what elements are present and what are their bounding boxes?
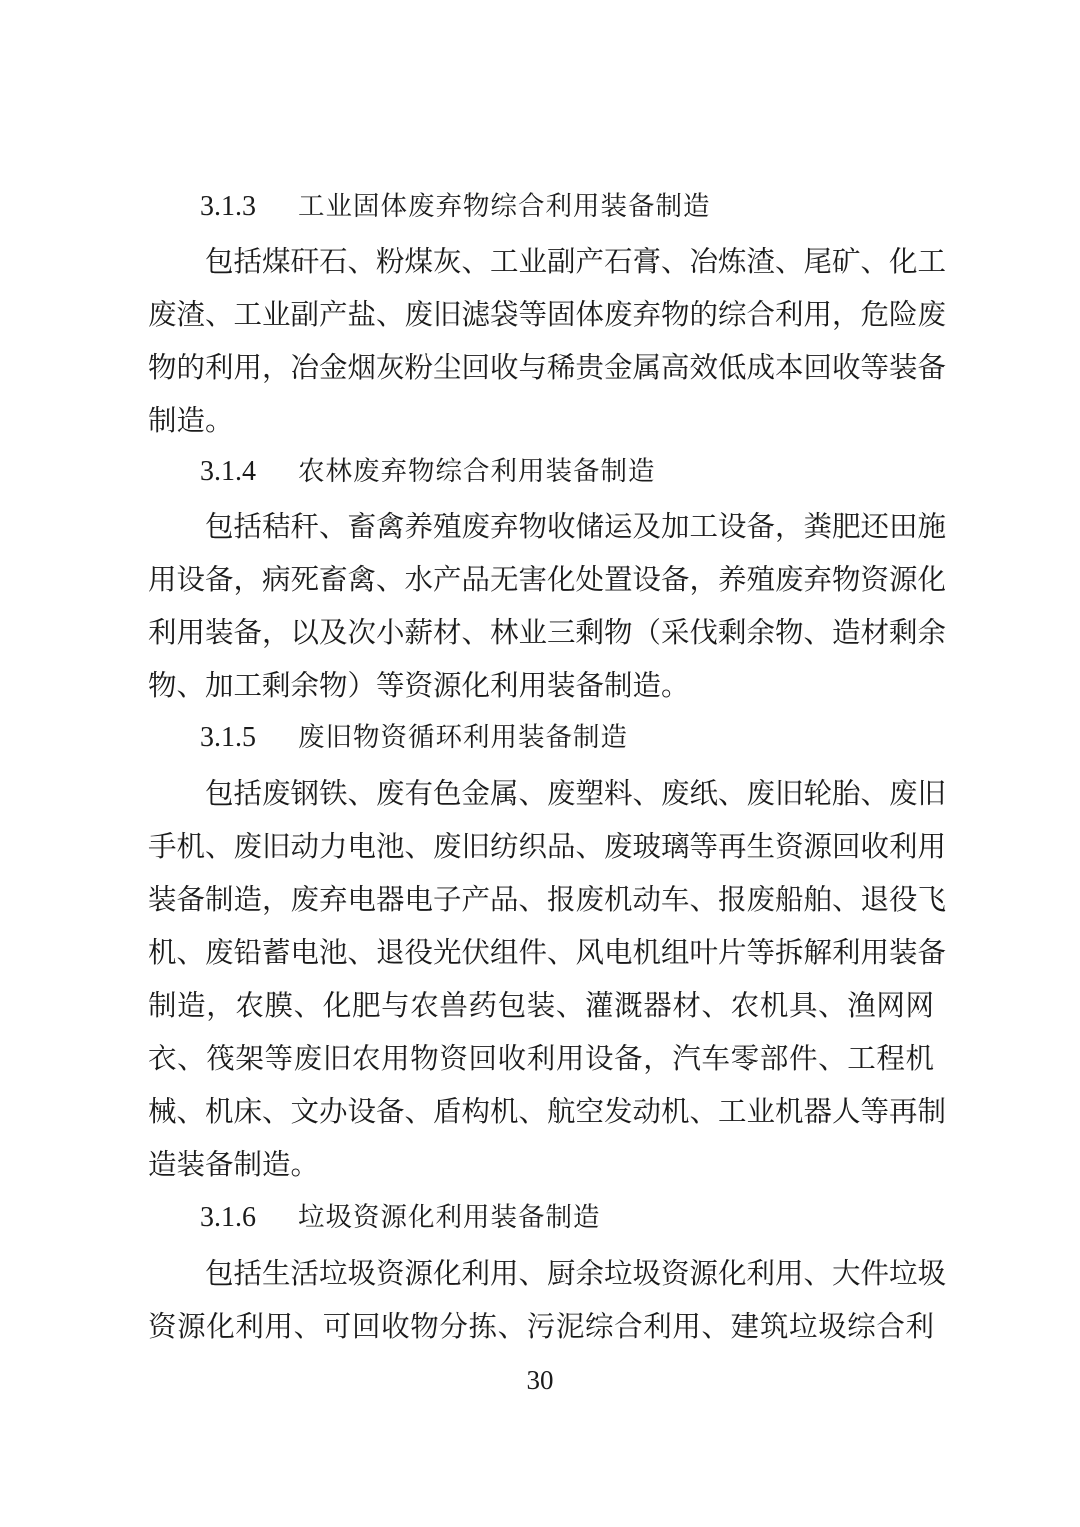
paragraph-line: 包括废钢铁、废有色金属、废塑料、废纸、废旧轮胎、废旧	[205, 777, 947, 810]
paragraph-line: 资源化利用、可回收物分拣、污泥综合利用、建筑垃圾综合利	[148, 1310, 934, 1343]
paragraph-line: 械、机床、文办设备、盾构机、航空发动机、工业机器人等再制	[148, 1095, 947, 1128]
paragraph-line: 机、废铅蓄电池、退役光伏组件、风电机组叶片等拆解利用装备	[148, 936, 947, 969]
paragraph-line: 衣、筏架等废旧农用物资回收利用设备，汽车零部件、工程机	[148, 1042, 934, 1075]
section-number: 3.1.6	[200, 1202, 256, 1233]
paragraph-line: 制造。	[148, 404, 234, 437]
section-paragraph	[148, 235, 947, 447]
paragraph-line: 用设备，病死畜禽、水产品无害化处置设备，养殖废弃物资源化	[148, 563, 947, 596]
section-heading	[200, 718, 628, 758]
paragraph-line: 利用装备，以及次小薪材、林业三剩物（采伐剩余物、造材剩余	[148, 616, 947, 649]
section-paragraph	[148, 500, 947, 712]
paragraph-line: 手机、废旧动力电池、废旧纺织品、废玻璃等再生资源回收利用	[148, 830, 947, 863]
section-paragraph	[148, 767, 947, 1191]
page-number: 30	[526, 1365, 554, 1395]
paragraph-line: 包括秸秆、畜禽养殖废弃物收储运及加工设备，粪肥还田施	[205, 510, 947, 543]
section-heading	[200, 452, 656, 492]
section-title: 工业固体废弃物综合利用装备制造	[298, 191, 711, 222]
section-heading	[200, 1198, 601, 1238]
section-paragraph	[148, 1247, 947, 1353]
paragraph-line: 物、加工剩余物）等资源化利用装备制造。	[148, 669, 690, 702]
section-title: 农林废弃物综合利用装备制造	[298, 456, 656, 487]
paragraph-line: 造装备制造。	[148, 1148, 320, 1181]
section-number: 3.1.5	[200, 722, 256, 753]
section-title: 垃圾资源化利用装备制造	[298, 1202, 601, 1233]
section-title: 废旧物资循环利用装备制造	[298, 722, 628, 753]
paragraph-line: 装备制造，废弃电器电子产品、报废机动车、报废船舶、退役飞	[148, 883, 947, 916]
section-number: 3.1.4	[200, 456, 256, 487]
paragraph-line: 包括煤矸石、粉煤灰、工业副产石膏、冶炼渣、尾矿、化工	[205, 245, 947, 278]
paragraph-line: 包括生活垃圾资源化利用、厨余垃圾资源化利用、大件垃圾	[205, 1257, 947, 1290]
section-heading	[200, 187, 711, 227]
paragraph-line: 制造，农膜、化肥与农兽药包装、灌溉器材、农机具、渔网网	[148, 989, 934, 1022]
paragraph-line: 物的利用，冶金烟灰粉尘回收与稀贵金属高效低成本回收等装备	[148, 351, 947, 384]
paragraph-line: 废渣、工业副产盐、废旧滤袋等固体废弃物的综合利用，危险废	[148, 298, 947, 331]
section-number: 3.1.3	[200, 191, 256, 222]
